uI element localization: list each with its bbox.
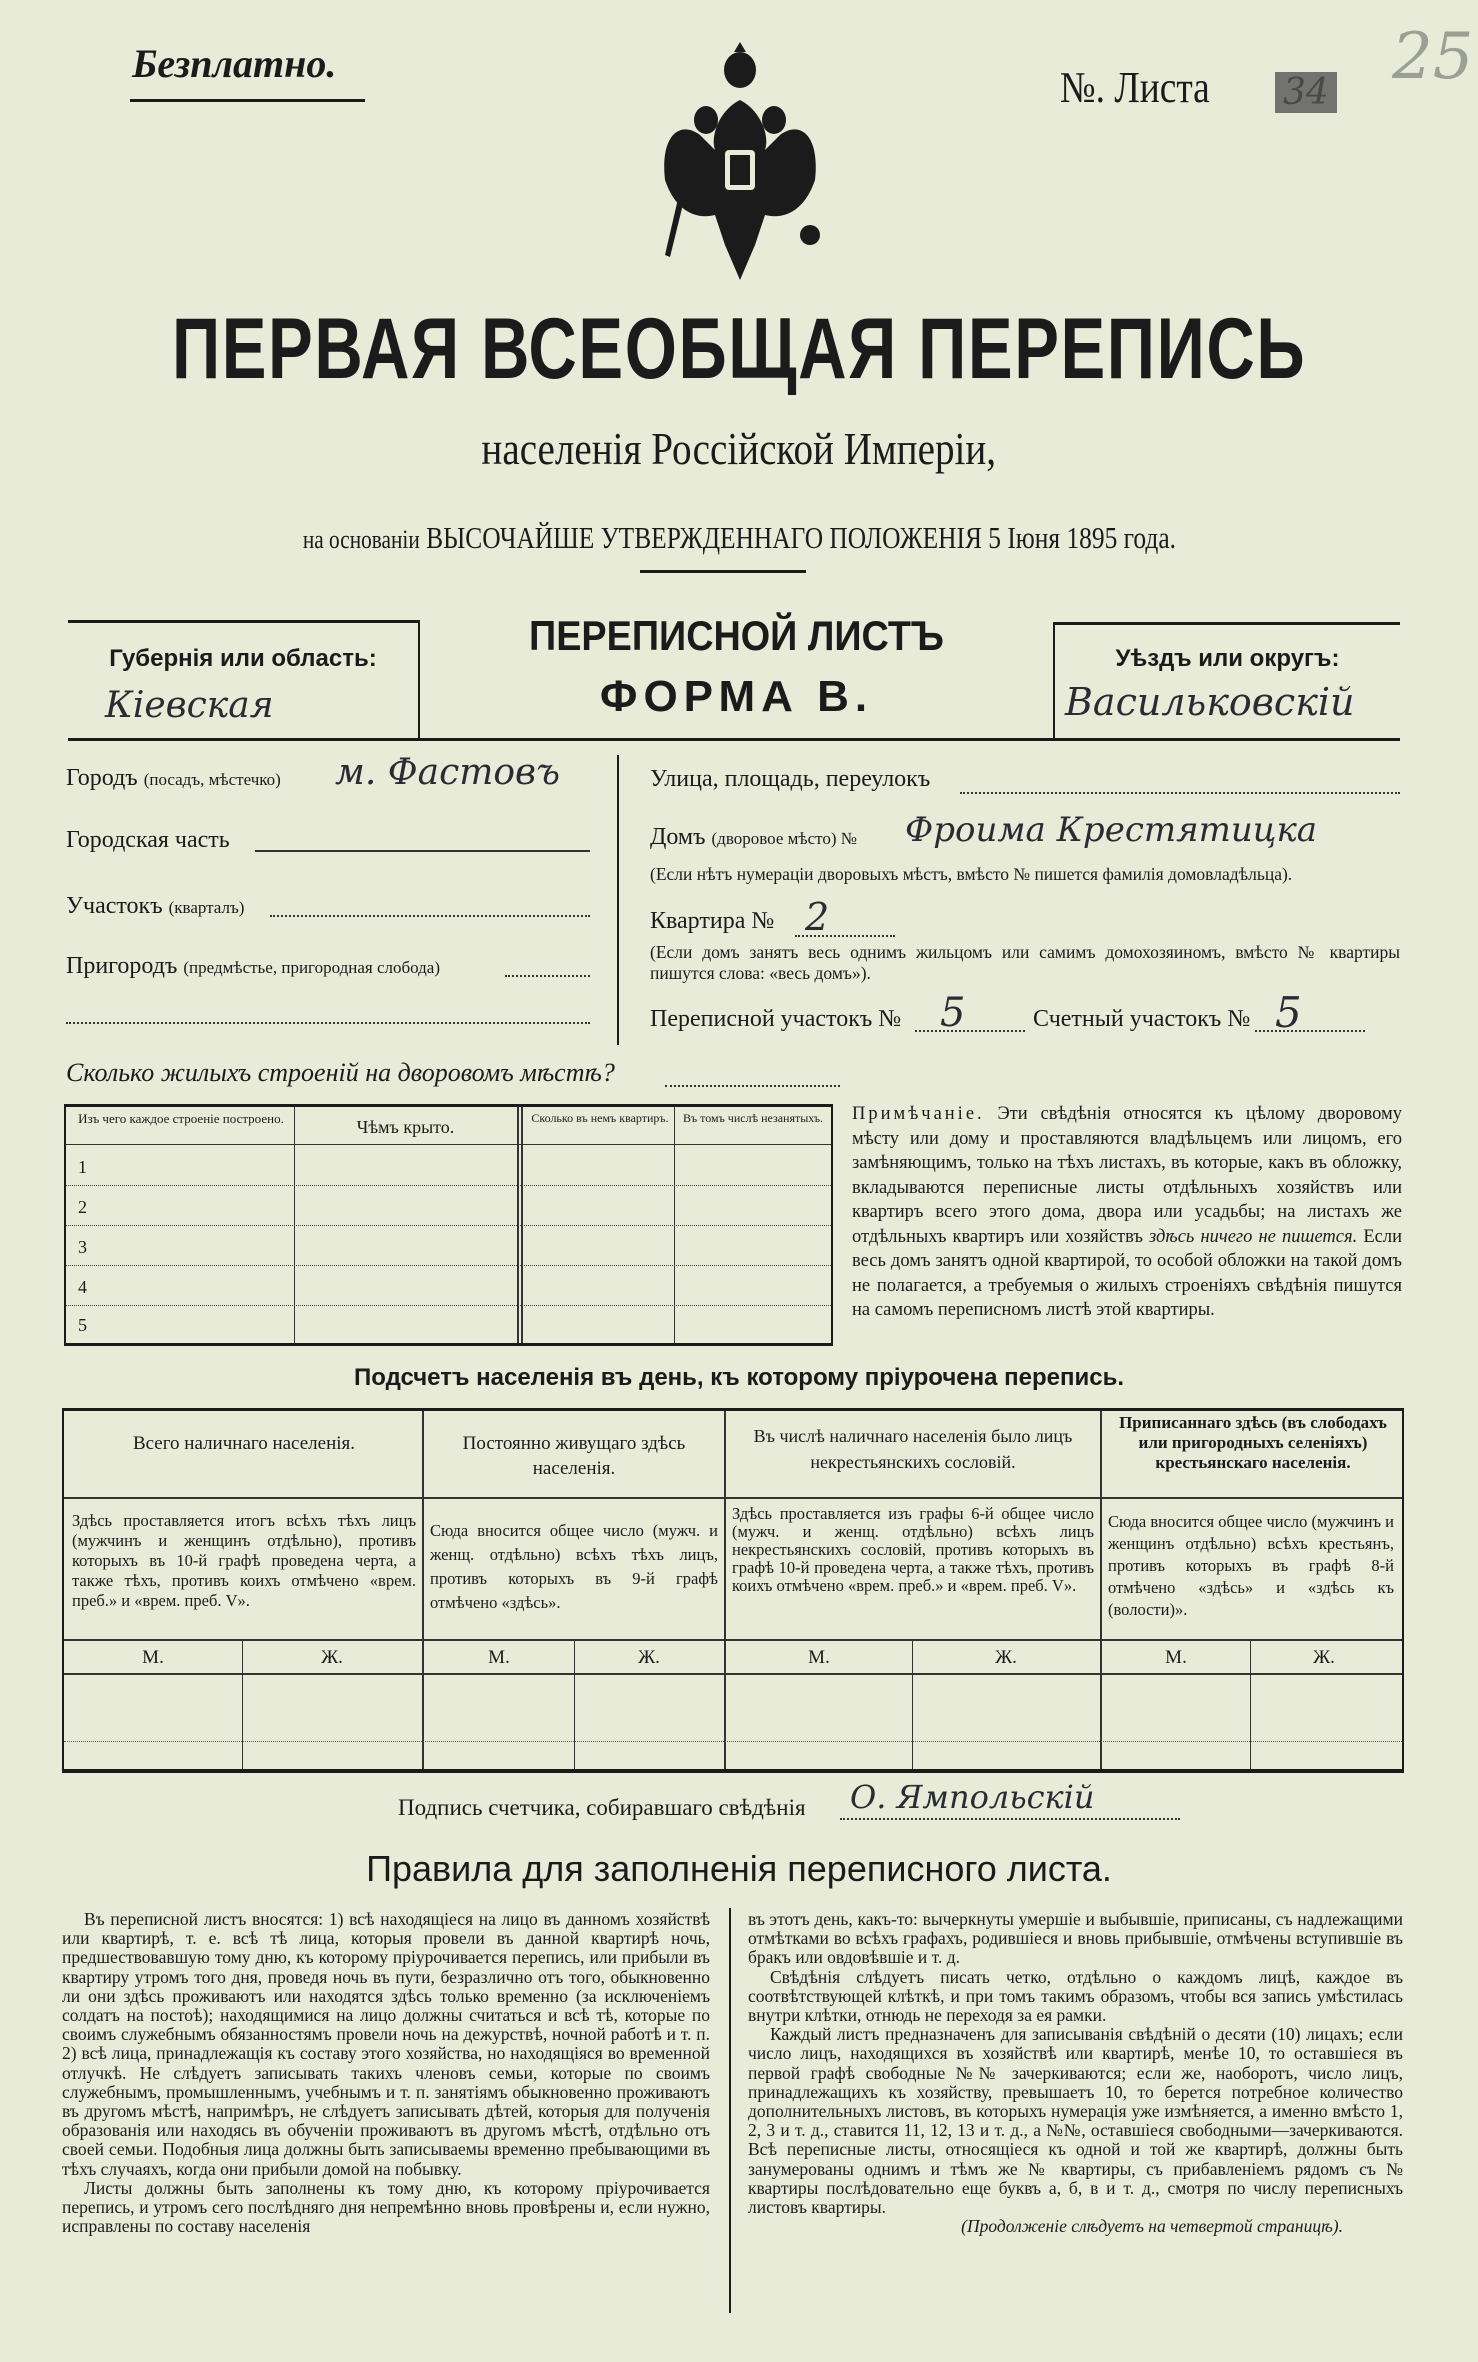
pop-col3-female: Ж. [995, 1647, 1017, 1668]
rules-right-column [748, 1910, 1403, 2236]
city-label: Городъ [66, 765, 138, 791]
pop-col4-desc: Сюда вносится общее число (мужчинъ и женщинъ отдѣльно) всѣхъ крестьянъ, противъ которыхъ въ графѣ 8-й отмѣчено «здѣсь» и «здѣсь къ (волости)». [1108, 1512, 1394, 1619]
house-label: Домъ [650, 824, 706, 850]
buildings-count-input[interactable] [665, 1085, 840, 1087]
box-top-right [1055, 622, 1400, 625]
free-underline [130, 99, 365, 102]
pop-col1-head: Всего наличнаго населенія. [132, 1433, 356, 1454]
suburb-hint: (предмѣстье, пригородная слобода) [183, 958, 441, 977]
form-title: ПЕРЕПИСНОЙ ЛИСТЪ [529, 612, 944, 659]
census-section-input[interactable] [915, 1030, 1025, 1032]
pop-col3-desc: Здѣсь проставляется изъ графы 6-й общее число (мужч. и женщ. отдѣльно) всѣхъ лицъ некрестьянскихъ сословій, противъ которыхъ въ графѣ 10-й проведена черта, а также тѣхъ, противъ коихъ отмѣчено «врем. преб.» и «врем. преб. V». [732, 1504, 1094, 1595]
rules-paragraph: Свѣдѣнія слѣдуетъ писать четко, отдѣльно о каждомъ лицѣ, каждое въ соотвѣтствующей клѣткѣ, и при томъ такимъ образомъ, чтобы вся запись умѣстилась внутри клѣтки, отнюдь не переходя за ея рамки. [748, 1966, 1403, 2026]
form-name: ФОРМА В. [599, 672, 874, 721]
apartment-note: (Если домъ занятъ весь однимъ жильцомъ или самимъ домохозяиномъ, вмѣсто № квартиры пишутся слова: «весь домъ»). [650, 942, 1400, 983]
buildings-col-roof: Чѣмъ крыто. [356, 1117, 455, 1137]
buildings-table [64, 1104, 833, 1346]
box-top-left [68, 620, 418, 623]
note-tail: Если весь домъ занятъ одной квартирой, то особой обложки на такой домъ не полагается, а требуемыя о жилыхъ строеніяхъ свѣдѣнія пишутся на самомъ переписномъ листѣ этой квартиры. [852, 1226, 1402, 1320]
legal-basis [0, 520, 1478, 556]
title-divider [640, 570, 806, 573]
pop-col3-male: М. [808, 1647, 830, 1668]
signature-value[interactable]: О. Ямпольскій [850, 1778, 1095, 1816]
double-headed-eagle-emblem [640, 40, 840, 285]
rules-paragraph: Каждый листъ предназначенъ для записыванія свѣдѣній о десяти (10) лицахъ; если число лицъ, находящихся въ хозяйствѣ или квартирѣ, менѣе 10, то оставшіеся въ первой графѣ свободные №№ зачеркиваются; если же, наоборотъ, число лицъ, принадлежащихъ къ хозяйству, превышаетъ 10, то берется потребное количество дополнительныхъ листовъ, въ которыхъ нумерація уже измѣняется, а именно вмѣсто 1, 2, 3 и т. д., ставится 11, 12, 13 и т. д., а №№, оставшіеся свободными—зачеркиваются. Всѣ переписные листы, относящіеся къ одной и той же квартирѣ, должны быть занумерованы однимъ и тѣмъ же № квартиры, съ прибавленіемъ рядомъ съ № квартиры послѣдовательно еще буквъ а, б, в и т. д., смотря по числу переписныхъ листовъ квартиры. [748, 2024, 1403, 2218]
population-title: Подсчетъ населенія въ день, къ которому пріурочена перепись. [354, 1364, 1124, 1391]
pop-col1-male: М. [142, 1647, 164, 1668]
rules-continued: (Продолженіе слѣдуетъ на четвертой страницѣ). [961, 2216, 1343, 2237]
city-hint: (посадъ, мѣстечко) [143, 770, 281, 789]
house-hint: (дворовое мѣсто) № [711, 829, 858, 848]
free-label: Безплатно. [132, 41, 337, 86]
note-title: Примѣчаніе. [852, 1104, 985, 1124]
house-field [650, 824, 857, 851]
rules-paragraph: Въ переписной листъ вносятся: 1) всѣ находящіеся на лицо въ данномъ хозяйствѣ или квартирѣ, т. е. всѣ тѣ лица, которыя провели въ данной квартирѣ ночь, предшествовавшую тому дню, къ которому пріурочивается перепись, или прибыли въ квартиру утромъ того дня, проведя ночь въ пути, безразлично отъ того, обыкновенно ли они здѣсь проживаютъ или находятся здѣсь только временно (за исключеніемъ солдатъ на постоѣ); находящимися на лицо должны считаться и всѣ тѣ, которые по своимъ служебнымъ обязанностямъ провели ночь на дежурствѣ, ночной работѣ и т. п. 2) всѣ лица, принадлежащія къ составу этого хозяйства, но находящіяся во временной отлучкѣ. Не слѣдуетъ записывать такихъ членовъ семьи, которые по своимъ служебнымъ, промышленнымъ, учебнымъ и т. п. занятіямъ обыкновенно проживаютъ въ другомъ мѣстѣ, напримѣръ, не слѣдуетъ записывать дѣтей, которыя для полученія образованія или находясь въ обученіи проживаютъ въ другомъ мѣстѣ, отдѣльно отъ своей семьи. Подобныя лица должны быть записываемы временно пребывающими въ тѣхъ случаяхъ, когда они прибыли домой на побывку. [62, 1909, 710, 2179]
street-label: Улица, площадь, переулокъ [650, 766, 931, 792]
population-table [62, 1408, 1404, 1773]
sheet-number-label: №. Листа [1060, 63, 1210, 112]
rules-divider [729, 1908, 731, 2313]
suburb-field [66, 953, 440, 980]
census-section-value[interactable]: 5 [940, 990, 966, 1036]
note-text: Эти свѣдѣнія относятся къ цѣлому дворовому мѣсту или дому и проставляются владѣльцемъ или лицомъ, его замѣняющимъ, только на тѣхъ листахъ, въ которые, какъ въ обложку, вкладываются переписные листы отдѣльныхъ хозяйствъ или квартиръ всего этого дома, двора или усадьбы; на листахъ же отдѣльныхъ квартиръ или хозяйствъ [852, 1104, 1402, 1247]
legal-basis-prefix: на основаніи [302, 525, 420, 554]
count-section-value[interactable]: 5 [1275, 988, 1302, 1037]
province-label: Губернія или область: [109, 645, 377, 672]
margin-page-number: 25 [1392, 20, 1474, 94]
buildings-row: 4 [66, 1265, 831, 1306]
buildings-col-apartments: Сколько въ немъ квартиръ. [531, 1111, 669, 1125]
signature-input[interactable] [840, 1818, 1180, 1820]
count-section-label: Счетный участокъ № [1033, 1006, 1251, 1032]
suburb-input[interactable] [505, 975, 590, 977]
legal-basis-main: ВЫСОЧАЙШЕ УТВЕРЖДЕННАГО ПОЛОЖЕНІЯ 5 Іюня 1895 года. [425, 520, 1176, 555]
pop-col2-female: Ж. [638, 1647, 660, 1668]
apartment-value[interactable]: 2 [805, 895, 830, 939]
sheet-number-value: 34 [1275, 72, 1337, 113]
house-value[interactable]: Фроима Крестятицка [905, 810, 1318, 850]
pop-col2-desc: Сюда вносится общее число (мужч. и женщ. отдѣльно) всѣхъ тѣхъ лицъ, противъ которыхъ въ 9-й графѣ отмѣчено «здѣсь». [430, 1521, 718, 1612]
district-label: Уѣздъ или округъ: [1115, 645, 1340, 672]
suburb-label: Пригородъ [66, 953, 178, 979]
box-bottom [68, 738, 1400, 741]
rules-paragraph: въ этотъ день, какъ-то: вычеркнуты умершіе и выбывшіе, приписаны, съ надлежащими отмѣтками во всѣхъ графахъ, родившіеся и вновь прибывшіе, отмѣчены вступившіе въ бракъ или овдовѣвшіе и т. д. [748, 1909, 1403, 1968]
signature-label: Подпись счетчика, собиравшаго свѣдѣнія [398, 1795, 806, 1820]
apartment-input[interactable] [795, 935, 895, 937]
pop-col4-female: Ж. [1313, 1647, 1335, 1668]
buildings-col-material: Изъ чего каждое строеніе построено. [78, 1111, 284, 1126]
location-divider [617, 755, 619, 1045]
buildings-row: 1 [66, 1145, 831, 1186]
city-field[interactable] [66, 765, 281, 792]
buildings-row: 5 [78, 1315, 87, 1335]
census-section-label: Переписной участокъ № [650, 1006, 902, 1032]
precinct-field [66, 893, 244, 920]
count-section-input[interactable] [1255, 1030, 1365, 1032]
pop-col4-male: М. [1165, 1647, 1187, 1668]
subtitle: населенія Россійской Имперіи, [481, 423, 997, 474]
pop-col4-head: Приписаннаго здѣсь (въ слободахъ или пригородныхъ селеніяхъ) крестьянскаго населенія. [1119, 1413, 1387, 1472]
buildings-row: 2 [66, 1185, 831, 1226]
precinct-label: Участокъ [66, 893, 163, 919]
pop-col2-male: М. [488, 1647, 510, 1668]
buildings-note [852, 1102, 1402, 1323]
suburb-input-line2[interactable] [66, 1022, 590, 1024]
city-part-label: Городская часть [66, 827, 230, 853]
box-divider-right [1053, 622, 1055, 740]
pop-col1-desc: Здѣсь проставляется итогъ всѣхъ тѣхъ лицъ (мужчинъ и женщинъ отдѣльно), противъ которыхъ въ 10-й графѣ проведена черта, а также тѣхъ, противъ коихъ отмѣчено «врем. преб.» и «врем. преб. V». [72, 1511, 416, 1610]
pop-col2-head: Постоянно живущаго здѣсь населенія. [462, 1433, 686, 1479]
pop-col1-female: Ж. [321, 1647, 343, 1668]
rules-title: Правила для заполненія переписного листа. [366, 1848, 1112, 1889]
note-italic: здѣсь ничего не пишется. [1149, 1226, 1358, 1247]
city-value[interactable]: м. Фастовъ [335, 752, 560, 793]
main-title: ПЕРВАЯ ВСЕОБЩАЯ ПЕРЕПИСЬ [171, 301, 1307, 397]
pop-col3-head: Въ числѣ наличнаго населенія было лицъ некрестьянскихъ сословій. [753, 1426, 1073, 1472]
buildings-question: Сколько жилыхъ строеній на дворовомъ мѣстѣ? [66, 1058, 615, 1087]
city-part-field[interactable] [255, 850, 590, 852]
precinct-input[interactable] [270, 915, 590, 917]
rules-left-column [62, 1910, 710, 2236]
province-value: Кіевская [105, 685, 274, 726]
precinct-hint: (кварталъ) [168, 898, 245, 917]
district-value: Васильковскій [1065, 680, 1355, 724]
rules-paragraph: Листы должны быть заполнены къ тому дню, къ которому пріурочивается перепись, и утромъ сего послѣдняго дня непремѣнно вновь провѣрены и, если нужно, исправлены по составу населенія [62, 2177, 710, 2237]
buildings-col-vacant: Въ томъ числѣ незанятыхъ. [682, 1111, 824, 1125]
buildings-row: 3 [66, 1225, 831, 1266]
house-note: (Если нѣтъ нумераціи дворовыхъ мѣстъ, вмѣсто № пишется фамилія домовладѣльца). [650, 864, 1293, 884]
apartment-label: Квартира № [650, 908, 775, 934]
street-input[interactable] [960, 792, 1400, 794]
